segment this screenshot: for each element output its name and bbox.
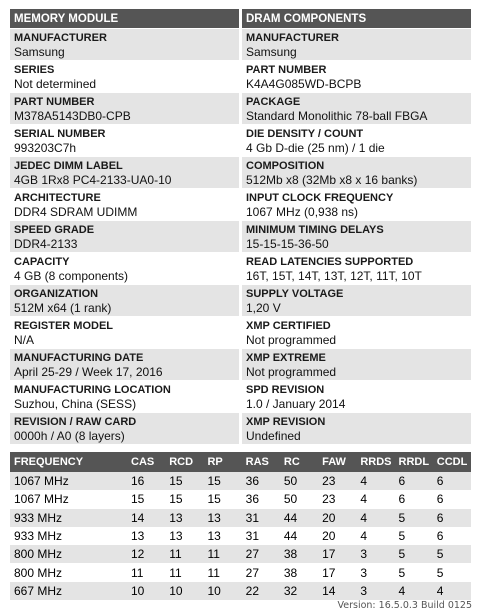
timing-header-ccdl: CCDL xyxy=(433,452,471,472)
dram-components-field xyxy=(242,221,471,253)
dram-components-field xyxy=(242,349,471,381)
memory-module-field xyxy=(10,253,239,285)
table-cell: 6 xyxy=(433,472,471,490)
memory-module-field-value: N/A xyxy=(14,333,35,347)
table-row xyxy=(10,527,471,545)
table-cell: 6 xyxy=(433,527,471,545)
memory-module-field xyxy=(10,381,239,413)
dram-components-field-value: 1,20 V xyxy=(246,301,281,315)
dram-components-field-value: K4A4G085WD-BCPB xyxy=(246,77,362,91)
dram-components-field xyxy=(242,61,471,93)
table-cell: 800 MHz xyxy=(10,563,127,581)
table-cell: 31 xyxy=(242,527,280,545)
memory-module-field-label: SERIES xyxy=(14,64,55,76)
table-cell: 50 xyxy=(280,472,318,490)
dram-components-field xyxy=(242,125,471,157)
table-cell: 36 xyxy=(242,490,280,508)
table-cell: 5 xyxy=(395,545,433,563)
dram-components-field-value: Samsung xyxy=(246,45,297,59)
timing-header-rrds: RRDS xyxy=(356,452,394,472)
table-cell: 44 xyxy=(280,527,318,545)
memory-module-panel xyxy=(10,9,239,445)
dram-components-field-label: DIE DENSITY / COUNT xyxy=(246,128,364,140)
table-cell: 1067 MHz xyxy=(10,490,127,508)
memory-module-field-label: MANUFACTURER xyxy=(14,32,107,44)
memory-module-field-value: DDR4 SDRAM UDIMM xyxy=(14,205,138,219)
memory-module-field xyxy=(10,317,239,349)
table-cell: 933 MHz xyxy=(10,509,127,527)
timing-header-faw: FAW xyxy=(318,452,356,472)
timing-header-rc: RC xyxy=(280,452,318,472)
dram-components-field xyxy=(242,93,471,125)
dram-components-field-label: INPUT CLOCK FREQUENCY xyxy=(246,192,394,204)
timing-header-ras: RAS xyxy=(242,452,280,472)
memory-module-fields xyxy=(10,29,239,445)
table-row xyxy=(10,545,471,563)
memory-module-field xyxy=(10,93,239,125)
dram-components-field-value: 1067 MHz (0,938 ns) xyxy=(246,205,359,219)
table-cell: 1067 MHz xyxy=(10,472,127,490)
memory-module-field xyxy=(10,349,239,381)
table-cell: 15 xyxy=(127,490,165,508)
table-cell: 800 MHz xyxy=(10,545,127,563)
table-cell: 38 xyxy=(280,545,318,563)
dram-components-field xyxy=(242,29,471,61)
memory-module-field-label: CAPACITY xyxy=(14,256,70,268)
table-cell: 667 MHz xyxy=(10,582,127,600)
dram-components-fields xyxy=(242,29,471,445)
dram-components-field-value: 16T, 15T, 14T, 13T, 12T, 11T, 10T xyxy=(246,269,422,283)
memory-module-field-label: MANUFACTURING LOCATION xyxy=(14,384,171,396)
memory-module-header: MEMORY MODULE xyxy=(10,9,239,29)
table-cell: 3 xyxy=(356,582,394,600)
memory-module-field-label: ORGANIZATION xyxy=(14,288,99,300)
table-cell: 13 xyxy=(127,527,165,545)
table-row xyxy=(10,509,471,527)
table-cell: 27 xyxy=(242,563,280,581)
table-cell: 44 xyxy=(280,509,318,527)
dram-components-field-label: MANUFACTURER xyxy=(246,32,339,44)
table-cell: 4 xyxy=(356,527,394,545)
memory-module-field xyxy=(10,285,239,317)
memory-module-field xyxy=(10,221,239,253)
memory-module-field-value: 993203C7h xyxy=(14,141,77,155)
table-cell: 4 xyxy=(356,490,394,508)
table-cell: 13 xyxy=(203,527,241,545)
dram-components-field-value: Not programmed xyxy=(246,333,337,347)
dram-components-field-label: SPD REVISION xyxy=(246,384,325,396)
memory-module-field xyxy=(10,125,239,157)
table-cell: 10 xyxy=(127,582,165,600)
timing-header-rp: RP xyxy=(203,452,241,472)
table-cell: 11 xyxy=(203,563,241,581)
table-row xyxy=(10,563,471,581)
timing-header-rcd: RCD xyxy=(165,452,203,472)
dram-components-field-label: COMPOSITION xyxy=(246,160,325,172)
memory-module-field-label: SPEED GRADE xyxy=(14,224,95,236)
memory-module-field-value: Not determined xyxy=(14,77,97,91)
table-cell: 20 xyxy=(318,509,356,527)
table-row xyxy=(10,472,471,490)
table-cell: 5 xyxy=(433,545,471,563)
table-cell: 6 xyxy=(395,490,433,508)
memory-module-field-value: 4GB 1Rx8 PC4-2133-UA0-10 xyxy=(14,173,172,187)
table-cell: 31 xyxy=(242,509,280,527)
memory-module-field-label: ARCHITECTURE xyxy=(14,192,101,204)
table-cell: 5 xyxy=(433,563,471,581)
table-cell: 933 MHz xyxy=(10,527,127,545)
table-cell: 4 xyxy=(356,472,394,490)
table-cell: 36 xyxy=(242,472,280,490)
table-cell: 15 xyxy=(165,472,203,490)
table-cell: 10 xyxy=(165,582,203,600)
dram-components-field xyxy=(242,413,471,445)
table-cell: 4 xyxy=(395,582,433,600)
memory-module-field-label: JEDEC DIMM LABEL xyxy=(14,160,123,172)
dram-components-field-label: SUPPLY VOLTAGE xyxy=(246,288,344,300)
dram-components-field-label: PACKAGE xyxy=(246,96,301,108)
memory-module-field xyxy=(10,189,239,221)
dram-components-field-label: READ LATENCIES SUPPORTED xyxy=(246,256,414,268)
table-cell: 27 xyxy=(242,545,280,563)
dram-components-field xyxy=(242,157,471,189)
memory-module-field xyxy=(10,157,239,189)
table-cell: 17 xyxy=(318,545,356,563)
table-cell: 15 xyxy=(203,490,241,508)
table-cell: 17 xyxy=(318,563,356,581)
table-cell: 23 xyxy=(318,490,356,508)
dram-components-field xyxy=(242,317,471,349)
table-cell: 13 xyxy=(165,527,203,545)
table-cell: 16 xyxy=(127,472,165,490)
memory-module-field-value: April 25-29 / Week 17, 2016 xyxy=(14,365,163,379)
memory-module-field-label: SERIAL NUMBER xyxy=(14,128,106,140)
memory-module-field-value: 512M x64 (1 rank) xyxy=(14,301,112,315)
timing-table-body xyxy=(10,472,471,600)
dram-components-field-value: Standard Monolithic 78-ball FBGA xyxy=(246,109,428,123)
table-cell: 11 xyxy=(165,545,203,563)
memory-module-field-label: MANUFACTURING DATE xyxy=(14,352,144,364)
table-cell: 20 xyxy=(318,527,356,545)
table-cell: 12 xyxy=(127,545,165,563)
memory-module-field xyxy=(10,413,239,445)
table-cell: 5 xyxy=(395,527,433,545)
table-cell: 15 xyxy=(203,472,241,490)
dram-components-field xyxy=(242,189,471,221)
dram-components-field-label: XMP REVISION xyxy=(246,416,326,428)
table-cell: 38 xyxy=(280,563,318,581)
dram-components-field-value: 15-15-15-36-50 xyxy=(246,237,329,251)
table-cell: 4 xyxy=(356,509,394,527)
table-cell: 11 xyxy=(203,545,241,563)
dram-components-field xyxy=(242,253,471,285)
table-cell: 11 xyxy=(165,563,203,581)
dram-components-field-label: XMP CERTIFIED xyxy=(246,320,331,332)
memory-module-field-label: REVISION / RAW CARD xyxy=(14,416,137,428)
timing-table-header-row xyxy=(10,452,471,472)
memory-module-field-value: Suzhou, China (SESS) xyxy=(14,397,137,411)
memory-module-field-value: 0000h / A0 (8 layers) xyxy=(14,429,125,443)
table-cell: 6 xyxy=(433,509,471,527)
table-cell: 23 xyxy=(318,472,356,490)
memory-module-field xyxy=(10,61,239,93)
memory-module-field-value: 4 GB (8 components) xyxy=(14,269,129,283)
memory-module-field-value: M378A5143DB0-CPB xyxy=(14,109,131,123)
table-cell: 10 xyxy=(203,582,241,600)
table-cell: 4 xyxy=(433,582,471,600)
memory-module-field-value: DDR4-2133 xyxy=(14,237,78,251)
table-cell: 50 xyxy=(280,490,318,508)
timing-table xyxy=(10,452,471,600)
table-cell: 6 xyxy=(395,472,433,490)
dram-components-panel xyxy=(242,9,471,445)
table-cell: 6 xyxy=(433,490,471,508)
table-row xyxy=(10,490,471,508)
memory-module-field-label: REGISTER MODEL xyxy=(14,320,114,332)
timing-header-rrdl: RRDL xyxy=(395,452,433,472)
timing-header-frequency: FREQUENCY xyxy=(10,452,127,472)
dram-components-header: DRAM COMPONENTS xyxy=(242,9,471,29)
version-label: Version: 16.5.0.3 Build 0125 xyxy=(337,600,472,611)
table-cell: 5 xyxy=(395,509,433,527)
table-cell: 3 xyxy=(356,563,394,581)
dram-components-field-value: Undefined xyxy=(246,429,301,443)
dram-components-field-label: XMP EXTREME xyxy=(246,352,326,364)
dram-components-field-value: 512Mb x8 (32Mb x8 x 16 banks) xyxy=(246,173,418,187)
timing-header-cas: CAS xyxy=(127,452,165,472)
table-cell: 14 xyxy=(127,509,165,527)
table-cell: 32 xyxy=(280,582,318,600)
table-cell: 11 xyxy=(127,563,165,581)
dram-components-field-label: PART NUMBER xyxy=(246,64,327,76)
table-cell: 15 xyxy=(165,490,203,508)
table-cell: 5 xyxy=(395,563,433,581)
dram-components-field xyxy=(242,381,471,413)
memory-module-field-value: Samsung xyxy=(14,45,65,59)
table-cell: 22 xyxy=(242,582,280,600)
dram-components-field-value: 1.0 / January 2014 xyxy=(246,397,346,411)
table-cell: 13 xyxy=(203,509,241,527)
table-cell: 13 xyxy=(165,509,203,527)
dram-components-field-value: Not programmed xyxy=(246,365,337,379)
dram-components-field xyxy=(242,285,471,317)
memory-module-field xyxy=(10,29,239,61)
memory-module-field-label: PART NUMBER xyxy=(14,96,95,108)
dram-components-field-value: 4 Gb D-die (25 nm) / 1 die xyxy=(246,141,385,155)
dram-components-field-label: MINIMUM TIMING DELAYS xyxy=(246,224,384,236)
table-cell: 3 xyxy=(356,545,394,563)
table-cell: 14 xyxy=(318,582,356,600)
table-row xyxy=(10,582,471,600)
